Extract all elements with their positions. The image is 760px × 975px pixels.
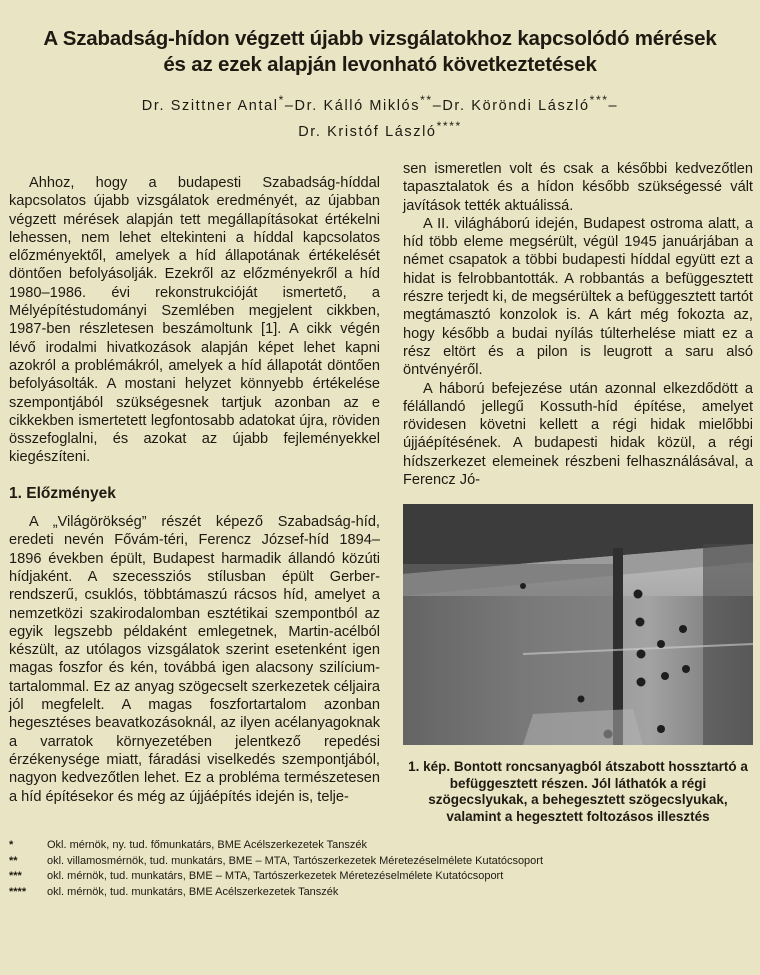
author-line-2 [30,116,730,142]
footnote-4 [9,885,729,901]
footnote-3 [9,869,729,885]
footnote-3-text: okl. mérnök, tud. munkatárs, BME – MTA, Tartószerkezetek Méretezéselmélete Kutatócsoport [47,870,504,882]
footnote-1-text: Okl. mérnök, ny. tud. főmunkatárs, BME Acélszerkezetek Tanszék [47,839,367,851]
author-list [30,90,730,142]
bridge-girder-photo [403,504,753,745]
right-column [403,160,753,489]
footnote-3-mark: *** [9,870,22,882]
article-title [12,26,748,78]
intro-paragraph: Ahhoz, hogy a budapesti Szabadság-híddal kapcsolatos újabb vizsgálatok eredményét, az újabban végzett mérések alapján tett megállapításokat értékelni lehessen, nem lehet eltekinteni a híddal kapcsolatos előzményektől, amelyek a híd állapotának értékelését döntően befolyásolják. Ezekről az előzményekről a híd 1980–1986. évi rekonstrukcióját ismertető, a Mélyépítéstudományi Szemlében megjelent cikkben, 1987-ben részletesen beszámoltunk [1]. A cikk végén lévő irodalmi hivatkozások alapján képet lehet kapni azokról a problémákról, amelyek a híd állapotát döntően befolyásolták. A mostani helyzet könnyebb értékelése szempontjából szükségesnek tartjuk azonban az e cikkekben ismertetett legfontosabb adatokat újra, röviden összefoglalni, és azokat az újabb fejleményekkel kiegészíteni. [9,175,380,466]
footnote-1-mark: * [9,839,14,851]
author-1-mark: * [278,93,285,107]
section-heading: 1. Előzmények [9,484,116,502]
footnote-2 [9,854,729,870]
reconstruction-paragraph: A háború befejezése után azonnal elkezdődött a félállandó jellegű Kossuth-híd építése, amelyet rövidesen követni kellett a régi hidak mielőbbi újjáépítésének. A budapesti hidak közül, a régi hídszerkezet elemeinek részbeni felhasználásával, a Ferencz Jó- [403,380,753,489]
author-3-mark: *** [589,93,609,107]
author-3: –Dr. Köröndi László [432,97,590,114]
war-paragraph: A II. világháború idején, Budapest ostroma alatt, a híd több eleme megsérült, végül 1945 januárjában a német csapatok a többi budapesti híddal együtt ezt a hidat is felrobbantották. A robbantás a befüggesztett részre terjedt ki, de megsérültek a befüggesztett tartót megtámasztó konzolok is. A kárt még fokozta az, hogy később a budai nyílás túlterhelése miatt ez a rész eltört és a pilon is leugrott a saru alsó öntvényéről. [403,215,753,379]
footnote-4-text: okl. mérnök, tud. munkatárs, BME Acélszerkezetek Tanszék [47,885,339,898]
author-2-mark: ** [420,93,433,107]
author-separator: – [608,97,619,114]
footnote-4-mark: **** [9,885,27,898]
footnote-2-text: okl. villamosmérnök, tud. munkatárs, BME – MTA, Tartószerkezetek Méretezéselmélete Kutatócsoport [47,854,544,867]
author-1: Dr. Szittner Antal [141,97,279,114]
footnotes [9,838,729,900]
author-line-1 [30,90,730,116]
title-line-2: és az ezek alapján levonható következtetések [163,53,597,76]
footnote-1 [9,838,729,854]
history-paragraph-continued: sen ismeretlen volt és csak a későbbi kedvezőtlen tapasztalatok és a hídon később szükségessé vált javítások tették aktuálissá. [403,161,753,214]
author-4: Dr. Kristóf László [298,123,437,140]
author-4-mark: **** [436,118,462,133]
author-2: –Dr. Kálló Miklós [284,97,421,114]
history-paragraph: A „Világörökség” részét képező Szabadság-híd, eredeti nevén Fővám-téri, Ferencz József-híd 1894–1896 években épült, Budapest harmadik állandó közúti hídjaként. A szecessziós stílusban épült Gerber-rendszerű, csuklós, többtámaszú rácsos híd, amelyet a nemzetközi szakirodalomban esztétikai szempontból az egyik legszebb példaként emlegetnek, Martin-acélból készült, az utólagos vizsgálatok szerint esetenként igen magas foszfor és kén, továbbá igen alacsony szilícium-tartalommal. Ez az anyag szögecselt szerkezetek céljaira jól megfelelt. A magas foszfortartalom azonban hegesztéses beavatkozásoknál, az ilyen acélanyagoknak a varratok környezetében jelentkező repedési érzékenysége miatt, fáradási viselkedés szempontjából, nagyon kedvezőtlen lehet. Ez a probléma természetesen a híd építésekor és még az újjáépítés idején is, telje- [9,514,380,805]
left-column [9,174,380,806]
footnote-2-mark: ** [9,854,18,867]
figure-caption: 1. kép. Bontott roncsanyagból átszabott hossztartó a befüggesztett részen. Jól láthatók a régi szögecslyukak, a behegesztett szögecslyukak, valamint a hegesztett foltozásos illesztés [408,759,748,824]
title-line-1: A Szabadság-hídon végzett újabb vizsgálatokhoz kapcsolódó mérések [43,27,717,50]
girder-photo-drawing [403,504,753,745]
